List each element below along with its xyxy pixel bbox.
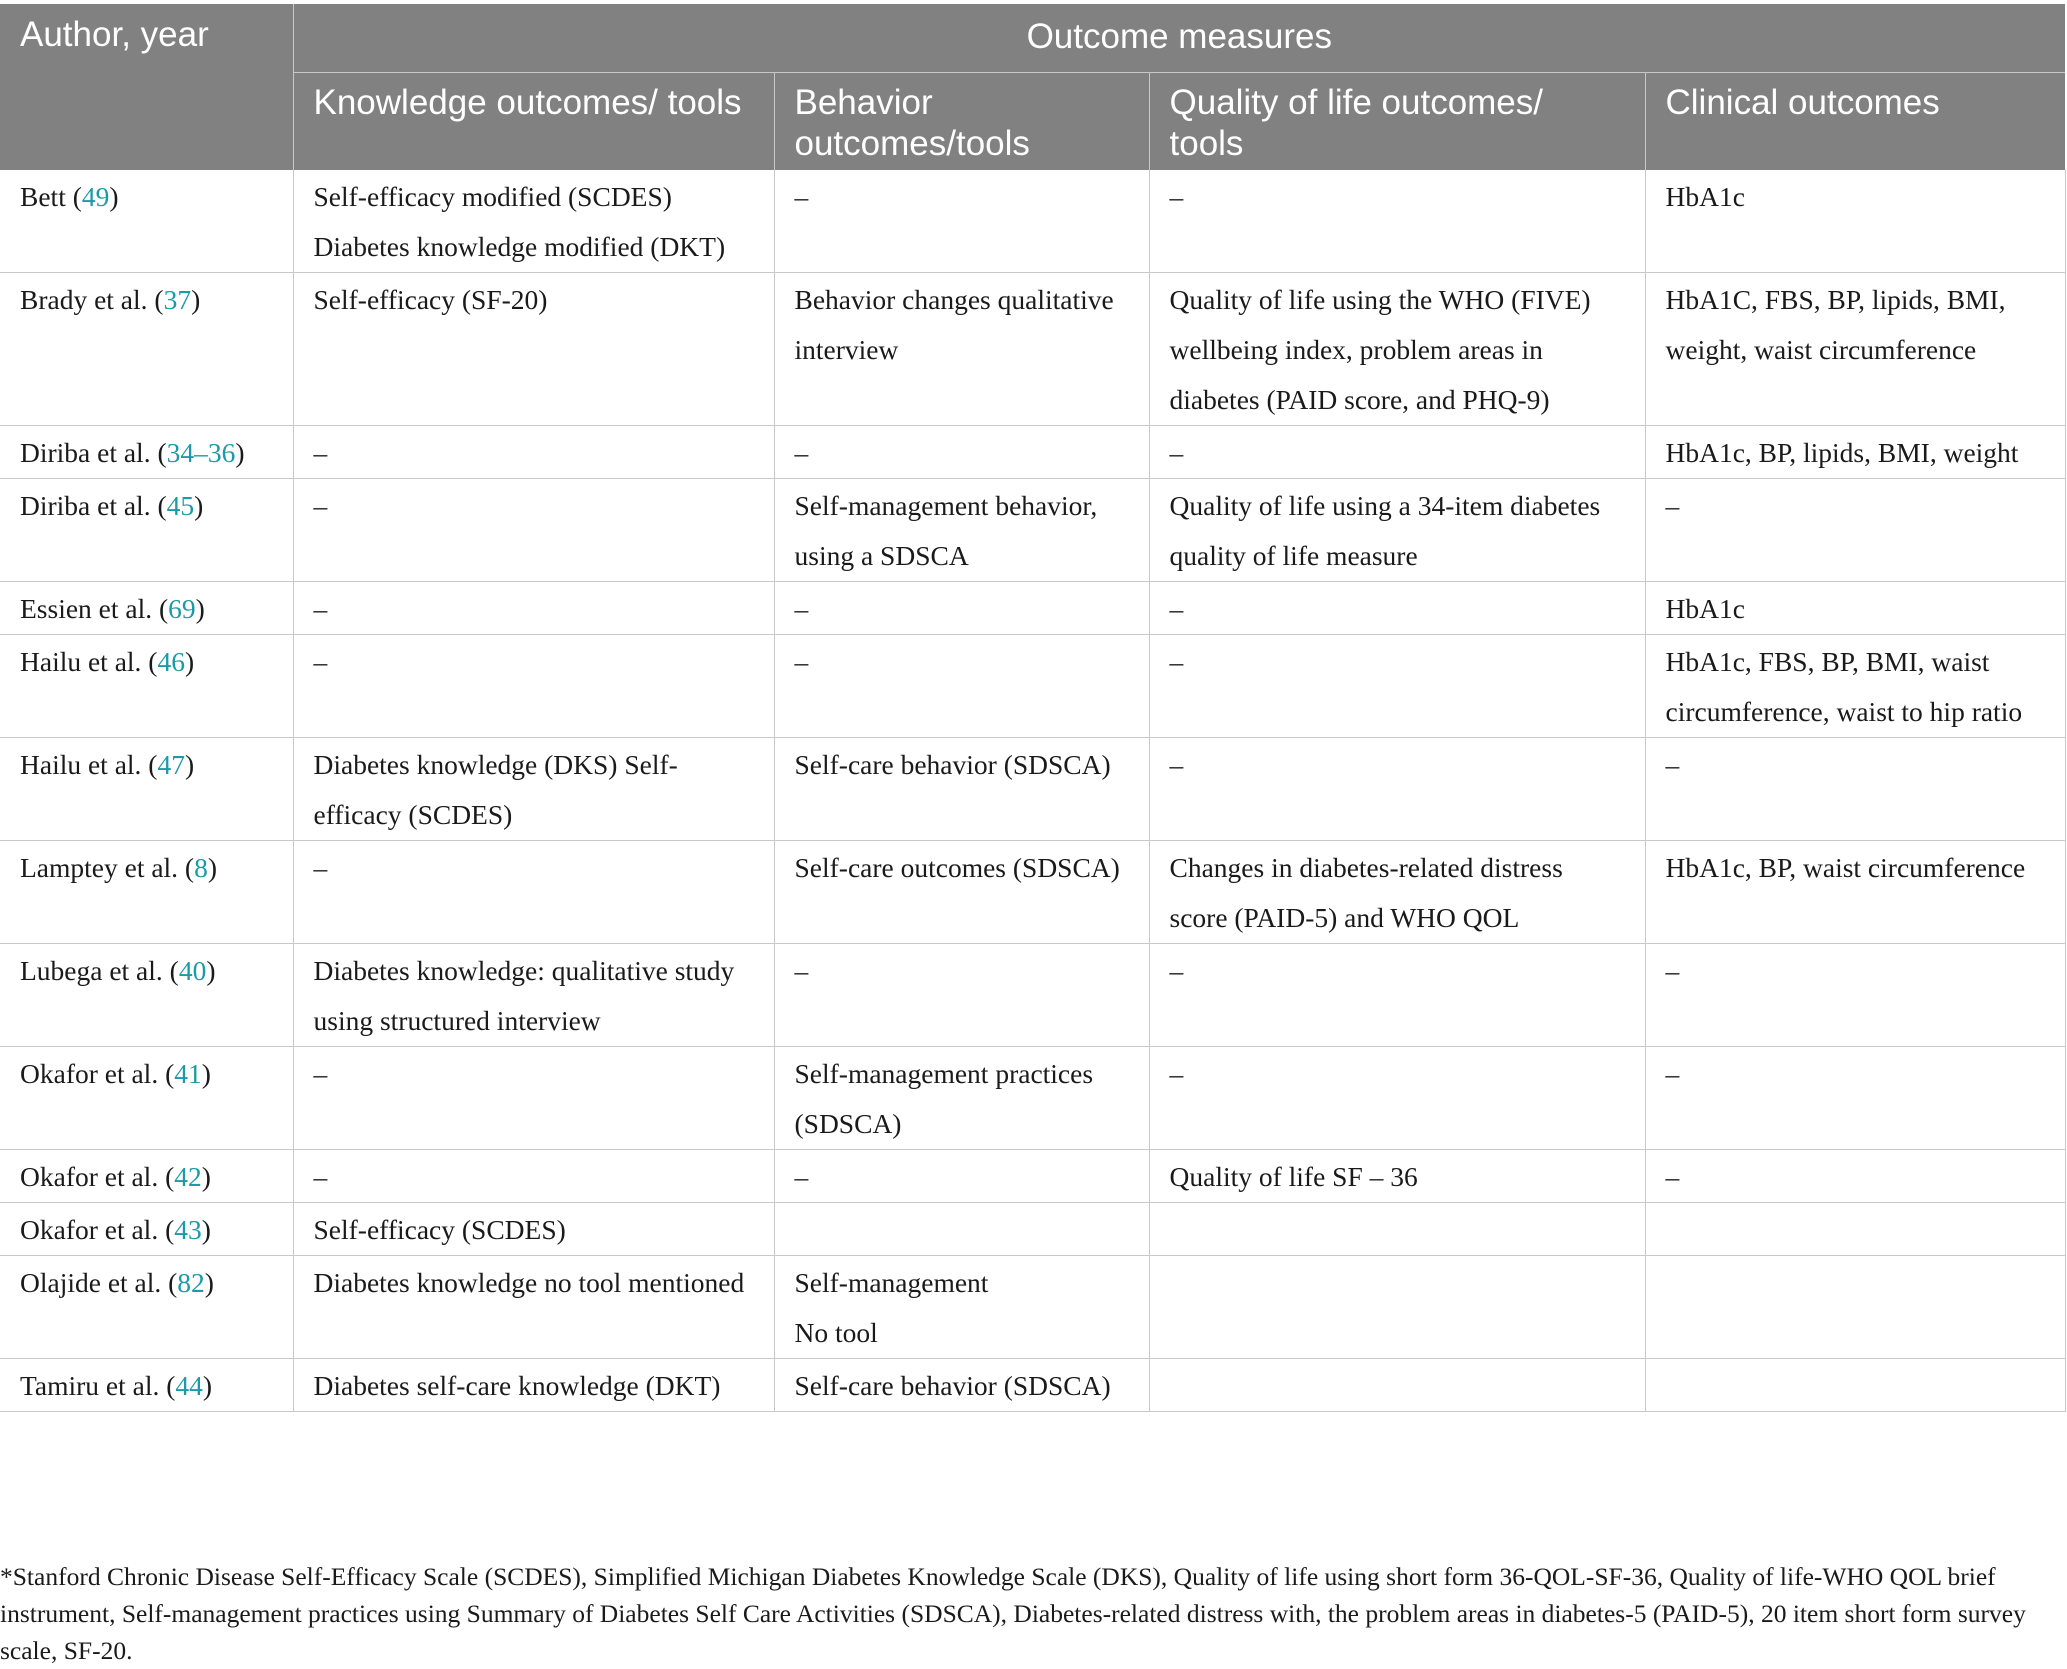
author-name-end: ) bbox=[207, 852, 218, 883]
author-cell bbox=[0, 944, 293, 1047]
clinical-cell bbox=[1645, 479, 2065, 582]
quality-of-life-cell-text: – bbox=[1169, 181, 1184, 212]
knowledge-cell-text: – bbox=[313, 437, 328, 468]
quality-of-life-cell-text: Quality of life using the WHO (FIVE) wellbeing index, problem areas in diabetes (PAID score, and PHQ-9) bbox=[1169, 284, 1591, 415]
behavior-cell-text: Self-care outcomes (SDSCA) bbox=[794, 852, 1120, 883]
quality-of-life-cell bbox=[1149, 1203, 1645, 1256]
author-name: Brady et al. ( bbox=[20, 284, 164, 315]
citation-link[interactable]: 34–36 bbox=[166, 437, 236, 468]
table-row bbox=[0, 582, 2065, 635]
clinical-cell-text: – bbox=[1665, 1161, 1680, 1192]
table-row bbox=[0, 1150, 2065, 1203]
behavior-cell bbox=[774, 841, 1149, 944]
behavior-cell-text: Self-care behavior (SDSCA) bbox=[794, 749, 1111, 780]
clinical-cell bbox=[1645, 1047, 2065, 1150]
author-name: Okafor et al. ( bbox=[20, 1058, 175, 1089]
author-name-end: ) bbox=[184, 749, 195, 780]
quality-of-life-cell bbox=[1149, 635, 1645, 738]
clinical-cell bbox=[1645, 582, 2065, 635]
table-row bbox=[0, 738, 2065, 841]
knowledge-column-header: Knowledge outcomes/ tools bbox=[293, 73, 774, 171]
behavior-cell-text: – bbox=[794, 181, 809, 212]
table-row bbox=[0, 1359, 2065, 1412]
behavior-cell bbox=[774, 1203, 1149, 1256]
quality-of-life-cell bbox=[1149, 479, 1645, 582]
behavior-cell bbox=[774, 1359, 1149, 1412]
knowledge-cell-text: – bbox=[313, 852, 328, 883]
citation-link[interactable]: 69 bbox=[168, 593, 196, 624]
citation-link[interactable]: 43 bbox=[174, 1214, 202, 1245]
author-name-end: ) bbox=[184, 646, 195, 677]
behavior-cell bbox=[774, 582, 1149, 635]
author-name-end: ) bbox=[194, 490, 204, 521]
knowledge-cell-text: Diabetes knowledge (DKS) Self-efficacy (SCDES) bbox=[313, 749, 678, 830]
knowledge-cell-text: Diabetes knowledge modified (DKT) bbox=[313, 231, 726, 262]
quality-of-life-cell bbox=[1149, 944, 1645, 1047]
knowledge-cell-text: Diabetes knowledge no tool mentioned bbox=[313, 1267, 745, 1298]
quality-of-life-column-header: Quality of life outcomes/ tools bbox=[1149, 73, 1645, 171]
author-cell bbox=[0, 582, 293, 635]
quality-of-life-cell bbox=[1149, 1047, 1645, 1150]
citation-link[interactable]: 41 bbox=[174, 1058, 202, 1089]
knowledge-cell-text: Self-efficacy (SCDES) bbox=[313, 1214, 566, 1245]
knowledge-cell-text: – bbox=[313, 593, 328, 624]
author-cell bbox=[0, 841, 293, 944]
citation-link[interactable]: 82 bbox=[177, 1267, 205, 1298]
behavior-cell bbox=[774, 738, 1149, 841]
clinical-cell bbox=[1645, 635, 2065, 738]
clinical-cell-text: – bbox=[1665, 749, 1680, 780]
behavior-cell bbox=[774, 1256, 1149, 1359]
clinical-cell-text: – bbox=[1665, 1058, 1680, 1089]
knowledge-cell-text: Diabetes self-care knowledge (DKT) bbox=[313, 1370, 721, 1401]
behavior-cell bbox=[774, 944, 1149, 1047]
author-name: Bett ( bbox=[20, 181, 82, 212]
behavior-cell-text: – bbox=[794, 646, 809, 677]
author-name: Olajide et al. ( bbox=[20, 1267, 178, 1298]
author-name-end: ) bbox=[202, 1370, 213, 1401]
table-row bbox=[0, 1203, 2065, 1256]
table-row bbox=[0, 170, 2065, 273]
clinical-cell-text: – bbox=[1665, 490, 1680, 521]
author-cell bbox=[0, 1150, 293, 1203]
author-name: Diriba et al. ( bbox=[20, 490, 167, 521]
quality-of-life-cell bbox=[1149, 1359, 1645, 1412]
clinical-cell bbox=[1645, 1203, 2065, 1256]
clinical-cell bbox=[1645, 841, 2065, 944]
author-cell bbox=[0, 1047, 293, 1150]
author-name-end: ) bbox=[206, 955, 216, 986]
quality-of-life-cell-text: – bbox=[1169, 955, 1184, 986]
quality-of-life-cell bbox=[1149, 1256, 1645, 1359]
knowledge-cell-text: Diabetes knowledge: qualitative study using structured interview bbox=[313, 955, 735, 1036]
knowledge-cell bbox=[293, 1256, 774, 1359]
behavior-cell bbox=[774, 1150, 1149, 1203]
author-cell bbox=[0, 170, 293, 273]
outcome-measures-group-header: Outcome measures bbox=[293, 4, 2065, 73]
clinical-cell-text: HbA1c, BP, lipids, BMI, weight bbox=[1665, 437, 2019, 468]
behavior-cell bbox=[774, 1047, 1149, 1150]
quality-of-life-cell-text: – bbox=[1169, 646, 1184, 677]
author-name-end: ) bbox=[201, 1214, 211, 1245]
behavior-cell bbox=[774, 426, 1149, 479]
knowledge-cell bbox=[293, 1203, 774, 1256]
behavior-cell-text: – bbox=[794, 593, 809, 624]
knowledge-cell-text: Self-efficacy (SF-20) bbox=[313, 284, 548, 315]
author-name: Okafor et al. ( bbox=[20, 1161, 175, 1192]
author-cell bbox=[0, 1203, 293, 1256]
knowledge-cell bbox=[293, 170, 774, 273]
clinical-cell-text: HbA1c bbox=[1665, 593, 1745, 624]
quality-of-life-cell-text: Quality of life using a 34-item diabetes quality of life measure bbox=[1169, 490, 1601, 571]
citation-link[interactable]: 8 bbox=[194, 852, 208, 883]
header-row-columns bbox=[0, 73, 2065, 171]
behavior-cell-text: No tool bbox=[794, 1317, 878, 1348]
knowledge-cell bbox=[293, 1359, 774, 1412]
behavior-cell bbox=[774, 170, 1149, 273]
table-row bbox=[0, 1047, 2065, 1150]
behavior-column-header: Behavior outcomes/tools bbox=[774, 73, 1149, 171]
author-cell bbox=[0, 1256, 293, 1359]
citation-link[interactable]: 45 bbox=[166, 490, 195, 521]
table-row bbox=[0, 841, 2065, 944]
citation-link[interactable]: 42 bbox=[174, 1161, 202, 1192]
header-row-top bbox=[0, 4, 2065, 73]
quality-of-life-cell-text: – bbox=[1169, 1058, 1184, 1089]
behavior-cell-text: – bbox=[794, 437, 809, 468]
author-name-end: ) bbox=[191, 284, 201, 315]
clinical-cell bbox=[1645, 738, 2065, 841]
citation-link[interactable]: 37 bbox=[163, 284, 192, 315]
clinical-cell-text: HbA1c, BP, waist circumference bbox=[1665, 852, 2026, 883]
table-row bbox=[0, 273, 2065, 426]
author-name: Lamptey et al. ( bbox=[20, 852, 195, 883]
clinical-cell bbox=[1645, 273, 2065, 426]
clinical-cell bbox=[1645, 1359, 2065, 1412]
quality-of-life-cell-text: – bbox=[1169, 749, 1184, 780]
outcomes-table bbox=[0, 4, 2066, 1412]
behavior-cell-text: – bbox=[794, 955, 809, 986]
author-cell bbox=[0, 479, 293, 582]
citation-link[interactable]: 47 bbox=[157, 749, 185, 780]
knowledge-cell bbox=[293, 582, 774, 635]
knowledge-cell bbox=[293, 841, 774, 944]
clinical-cell-text: – bbox=[1665, 955, 1680, 986]
author-cell bbox=[0, 273, 293, 426]
quality-of-life-cell bbox=[1149, 582, 1645, 635]
knowledge-cell bbox=[293, 1047, 774, 1150]
author-name: Essien et al. ( bbox=[20, 593, 169, 624]
author-name: Diriba et al. ( bbox=[20, 437, 167, 468]
knowledge-cell bbox=[293, 944, 774, 1047]
author-name-end: ) bbox=[201, 1058, 211, 1089]
behavior-cell-text: Behavior changes qualitative interview bbox=[794, 284, 1114, 365]
behavior-cell bbox=[774, 479, 1149, 582]
quality-of-life-cell-text: – bbox=[1169, 437, 1184, 468]
knowledge-cell-text: Self-efficacy modified (SCDES) bbox=[313, 181, 672, 212]
knowledge-cell-text: – bbox=[313, 1058, 328, 1089]
table-body bbox=[0, 170, 2065, 1412]
author-name-end: ) bbox=[235, 437, 245, 468]
knowledge-cell bbox=[293, 479, 774, 582]
clinical-cell bbox=[1645, 170, 2065, 273]
clinical-cell bbox=[1645, 1256, 2065, 1359]
knowledge-cell bbox=[293, 273, 774, 426]
quality-of-life-cell bbox=[1149, 1150, 1645, 1203]
table-row bbox=[0, 1256, 2065, 1359]
author-name-end: ) bbox=[109, 181, 119, 212]
behavior-cell bbox=[774, 635, 1149, 738]
behavior-cell bbox=[774, 273, 1149, 426]
knowledge-cell bbox=[293, 426, 774, 479]
quality-of-life-cell bbox=[1149, 841, 1645, 944]
author-name: Tamiru et al. ( bbox=[20, 1370, 176, 1401]
behavior-cell-text: Self-care behavior (SDSCA) bbox=[794, 1370, 1111, 1401]
quality-of-life-cell bbox=[1149, 426, 1645, 479]
knowledge-cell bbox=[293, 1150, 774, 1203]
clinical-cell bbox=[1645, 944, 2065, 1047]
author-cell bbox=[0, 738, 293, 841]
behavior-cell-text: Self-management practices (SDSCA) bbox=[794, 1058, 1094, 1139]
citation-link[interactable]: 49 bbox=[81, 181, 110, 212]
table-row bbox=[0, 479, 2065, 582]
behavior-cell-text: – bbox=[794, 1161, 809, 1192]
author-name: Hailu et al. ( bbox=[20, 646, 158, 677]
table-row bbox=[0, 426, 2065, 479]
knowledge-cell-text: – bbox=[313, 490, 328, 521]
table-header bbox=[0, 4, 2065, 170]
clinical-cell-text: HbA1c, FBS, BP, BMI, waist circumference, waist to hip ratio bbox=[1665, 646, 2023, 727]
knowledge-cell-text: – bbox=[313, 1161, 328, 1192]
author-name: Hailu et al. ( bbox=[20, 749, 158, 780]
author-name-end: ) bbox=[204, 1267, 214, 1298]
author-name: Lubega et al. ( bbox=[20, 955, 179, 986]
clinical-cell bbox=[1645, 1150, 2065, 1203]
behavior-cell-text: Self-management bbox=[794, 1267, 989, 1298]
clinical-cell-text: HbA1c bbox=[1665, 181, 1745, 212]
table-footnote: *Stanford Chronic Disease Self-Efficacy Scale (SCDES), Simplified Michigan Diabetes Knowledge Scale (DKS), Quality of life using short form 36-QOL-SF-36, Quality of life-WHO QOL brief instrument, Self-management practices using Summary of Diabetes Self Care Activities (SDSCA), Diabetes-related distress with, the problem areas in diabetes-5 (PAID-5), 20 item short form survey scale, SF-20. bbox=[0, 1562, 2026, 1665]
table-row bbox=[0, 944, 2065, 1047]
author-name: Okafor et al. ( bbox=[20, 1214, 175, 1245]
clinical-cell bbox=[1645, 426, 2065, 479]
citation-link[interactable]: 46 bbox=[157, 646, 185, 677]
knowledge-cell bbox=[293, 738, 774, 841]
author-cell bbox=[0, 1359, 293, 1412]
knowledge-cell-text: – bbox=[313, 646, 328, 677]
quality-of-life-cell bbox=[1149, 170, 1645, 273]
quality-of-life-cell bbox=[1149, 738, 1645, 841]
citation-link[interactable]: 40 bbox=[178, 955, 207, 986]
author-name-end: ) bbox=[195, 593, 205, 624]
quality-of-life-cell-text: – bbox=[1169, 593, 1184, 624]
table-row bbox=[0, 635, 2065, 738]
author-column-header: Author, year bbox=[0, 4, 293, 170]
behavior-cell-text: Self-management behavior, using a SDSCA bbox=[794, 490, 1098, 571]
quality-of-life-cell-text: Quality of life SF – 36 bbox=[1169, 1161, 1418, 1192]
citation-link[interactable]: 44 bbox=[175, 1370, 203, 1401]
clinical-column-header: Clinical outcomes bbox=[1645, 73, 2065, 171]
quality-of-life-cell bbox=[1149, 273, 1645, 426]
author-name-end: ) bbox=[201, 1161, 211, 1192]
author-cell bbox=[0, 426, 293, 479]
quality-of-life-cell-text: Changes in diabetes-related distress score (PAID-5) and WHO QOL bbox=[1169, 852, 1563, 933]
author-cell bbox=[0, 635, 293, 738]
clinical-cell-text: HbA1C, FBS, BP, lipids, BMI, weight, waist circumference bbox=[1665, 284, 2006, 365]
knowledge-cell bbox=[293, 635, 774, 738]
